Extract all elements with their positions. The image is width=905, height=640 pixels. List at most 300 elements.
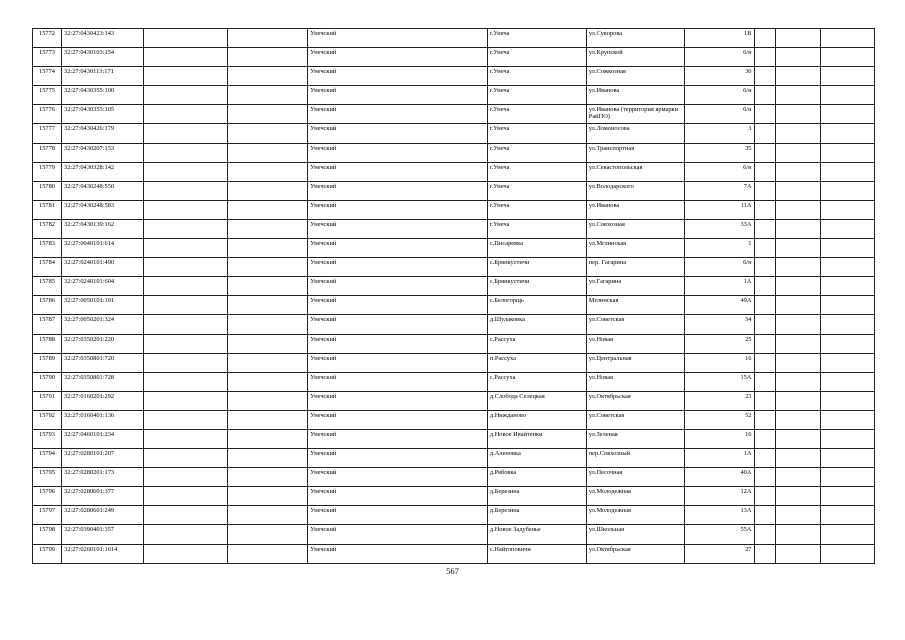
- empty-cell: [143, 296, 227, 315]
- empty-cell: [821, 181, 875, 200]
- settlement-cell: г.Унеча: [487, 143, 586, 162]
- house-number-cell: 11А: [684, 200, 754, 219]
- empty-cell: [227, 67, 308, 86]
- cadastral-number: 32:27:0160201:292: [62, 391, 144, 410]
- settlement-cell: д.Березина: [487, 506, 586, 525]
- street-cell: пер.Совхозный: [586, 449, 684, 468]
- empty-cell: [227, 296, 308, 315]
- table-row: [33, 29, 875, 48]
- empty-cell: [754, 48, 776, 67]
- table-row: [33, 105, 875, 124]
- empty-cell: [143, 277, 227, 296]
- empty-cell: [227, 277, 308, 296]
- street-cell: ул.Мглинская: [586, 239, 684, 258]
- house-number-cell: 40А: [684, 468, 754, 487]
- empty-cell: [754, 315, 776, 334]
- empty-cell: [754, 239, 776, 258]
- empty-cell: [754, 410, 776, 429]
- empty-cell: [143, 105, 227, 124]
- empty-cell: [776, 105, 821, 124]
- row-number: 15777: [33, 124, 62, 143]
- table-row: [33, 239, 875, 258]
- settlement-cell: д.Березина: [487, 487, 586, 506]
- empty-cell: [821, 277, 875, 296]
- house-number-cell: 35: [684, 143, 754, 162]
- empty-cell: [776, 410, 821, 429]
- empty-cell: [143, 334, 227, 353]
- house-number-cell: 55А: [684, 525, 754, 544]
- table-row: [33, 162, 875, 181]
- empty-cell: [821, 239, 875, 258]
- house-number-cell: 1А: [684, 277, 754, 296]
- row-number: 15776: [33, 105, 62, 124]
- row-number: 15785: [33, 277, 62, 296]
- row-number: 15798: [33, 525, 62, 544]
- row-number: 15793: [33, 429, 62, 448]
- row-number: 15787: [33, 315, 62, 334]
- empty-cell: [821, 525, 875, 544]
- table-row: [33, 86, 875, 105]
- table-row: [33, 143, 875, 162]
- district-cell: Унечский: [308, 525, 488, 544]
- street-cell: ул.Зеленая: [586, 429, 684, 448]
- district-cell: Унечский: [308, 48, 488, 67]
- settlement-cell: г.Унеча: [487, 181, 586, 200]
- empty-cell: [754, 296, 776, 315]
- empty-cell: [754, 105, 776, 124]
- empty-cell: [754, 525, 776, 544]
- house-number-cell: 16: [684, 429, 754, 448]
- empty-cell: [754, 506, 776, 525]
- street-cell: ул.Совхозная: [586, 219, 684, 238]
- house-number-cell: 1: [684, 239, 754, 258]
- house-number-cell: 25: [684, 334, 754, 353]
- empty-cell: [754, 277, 776, 296]
- empty-cell: [227, 48, 308, 67]
- empty-cell: [143, 143, 227, 162]
- empty-cell: [776, 506, 821, 525]
- street-cell: ул.Новая: [586, 372, 684, 391]
- district-cell: Унечский: [308, 544, 488, 563]
- empty-cell: [821, 372, 875, 391]
- district-cell: Унечский: [308, 105, 488, 124]
- district-cell: Унечский: [308, 143, 488, 162]
- district-cell: Унечский: [308, 315, 488, 334]
- empty-cell: [227, 372, 308, 391]
- empty-cell: [227, 429, 308, 448]
- settlement-cell: г.Унеча: [487, 219, 586, 238]
- empty-cell: [227, 143, 308, 162]
- cadastral-number: 32:27:0430353:105: [62, 105, 144, 124]
- district-cell: Унечский: [308, 277, 488, 296]
- empty-cell: [754, 200, 776, 219]
- street-cell: ул.Крупской: [586, 48, 684, 67]
- empty-cell: [143, 449, 227, 468]
- settlement-cell: г.Унеча: [487, 86, 586, 105]
- cadastral-number: 32:27:0280201:173: [62, 468, 144, 487]
- empty-cell: [227, 105, 308, 124]
- district-cell: Унечский: [308, 506, 488, 525]
- empty-cell: [821, 67, 875, 86]
- settlement-cell: г.Унеча: [487, 162, 586, 181]
- empty-cell: [776, 86, 821, 105]
- table-row: [33, 67, 875, 86]
- empty-cell: [143, 468, 227, 487]
- empty-cell: [776, 296, 821, 315]
- empty-cell: [227, 29, 308, 48]
- empty-cell: [754, 219, 776, 238]
- cadastral-number: 32:27:0350201:220: [62, 334, 144, 353]
- row-number: 15789: [33, 353, 62, 372]
- empty-cell: [227, 315, 308, 334]
- empty-cell: [143, 239, 227, 258]
- row-number: 15780: [33, 181, 62, 200]
- empty-cell: [821, 258, 875, 277]
- empty-cell: [754, 29, 776, 48]
- settlement-cell: г.Унеча: [487, 48, 586, 67]
- row-number: 15773: [33, 48, 62, 67]
- empty-cell: [776, 143, 821, 162]
- empty-cell: [821, 143, 875, 162]
- street-cell: ул.Школьная: [586, 525, 684, 544]
- cadastral-number: 32:27:0430139:162: [62, 219, 144, 238]
- empty-cell: [754, 67, 776, 86]
- settlement-cell: г.Унеча: [487, 67, 586, 86]
- empty-cell: [754, 391, 776, 410]
- street-cell: ул.Песочная: [586, 468, 684, 487]
- district-cell: Унечский: [308, 258, 488, 277]
- table-row: [33, 544, 875, 563]
- cadastral-number: 32:27:0280601:249: [62, 506, 144, 525]
- cadastral-number: 32:27:0390401:357: [62, 525, 144, 544]
- cadastral-number: 32:27:0430207:153: [62, 143, 144, 162]
- house-number-cell: 7А: [684, 181, 754, 200]
- street-cell: ул.Новая: [586, 334, 684, 353]
- district-cell: Унечский: [308, 29, 488, 48]
- empty-cell: [776, 219, 821, 238]
- cadastral-number: 32:27:0050201:324: [62, 315, 144, 334]
- empty-cell: [143, 372, 227, 391]
- empty-cell: [143, 506, 227, 525]
- street-cell: ул.Иванова: [586, 86, 684, 105]
- house-number-cell: 6/н: [684, 105, 754, 124]
- cadastral-number: 32:27:0350801:728: [62, 372, 144, 391]
- empty-cell: [776, 353, 821, 372]
- table-row: [33, 525, 875, 544]
- empty-cell: [821, 29, 875, 48]
- house-number-cell: 1В: [684, 29, 754, 48]
- settlement-cell: с.Найтоповичи: [487, 544, 586, 563]
- empty-cell: [754, 487, 776, 506]
- empty-cell: [776, 277, 821, 296]
- cadastral-number: 32:27:0050101:191: [62, 296, 144, 315]
- table-body: [33, 29, 875, 564]
- house-number-cell: 6/н: [684, 258, 754, 277]
- empty-cell: [821, 487, 875, 506]
- table-row: [33, 391, 875, 410]
- settlement-cell: д.Новое Задубенье: [487, 525, 586, 544]
- empty-cell: [227, 86, 308, 105]
- row-number: 15791: [33, 391, 62, 410]
- cadastral-number: 32:27:0160401:136: [62, 410, 144, 429]
- settlement-cell: п.Рассуха: [487, 353, 586, 372]
- empty-cell: [754, 353, 776, 372]
- cadastral-number: 32:27:0430113:171: [62, 67, 144, 86]
- district-cell: Унечский: [308, 353, 488, 372]
- empty-cell: [227, 334, 308, 353]
- empty-cell: [143, 391, 227, 410]
- settlement-cell: с.Писаревка: [487, 239, 586, 258]
- cadastral-number: 32:27:0260101:1014: [62, 544, 144, 563]
- settlement-cell: д.Слобода Селецкая: [487, 391, 586, 410]
- cadastral-number: 32:27:0280601:377: [62, 487, 144, 506]
- page-number: 567: [446, 566, 459, 576]
- table-row: [33, 258, 875, 277]
- district-cell: Унечский: [308, 468, 488, 487]
- settlement-cell: д.Аленовка: [487, 449, 586, 468]
- cadastral-number: 32:27:0040101:614: [62, 239, 144, 258]
- row-number: 15790: [33, 372, 62, 391]
- settlement-cell: г.Унеча: [487, 124, 586, 143]
- settlement-cell: д.Нижданово: [487, 410, 586, 429]
- table-row: [33, 48, 875, 67]
- empty-cell: [754, 143, 776, 162]
- table-row: [33, 315, 875, 334]
- empty-cell: [143, 48, 227, 67]
- empty-cell: [754, 124, 776, 143]
- cadastral-number: 32:27:0430426:179: [62, 124, 144, 143]
- empty-cell: [821, 353, 875, 372]
- empty-cell: [821, 449, 875, 468]
- street-cell: ул.Суворова: [586, 29, 684, 48]
- settlement-cell: г.Унеча: [487, 105, 586, 124]
- empty-cell: [821, 200, 875, 219]
- street-cell: пер. Гагарина: [586, 258, 684, 277]
- empty-cell: [754, 468, 776, 487]
- cadastral-number: 32:27:0430355:100: [62, 86, 144, 105]
- street-cell: ул.Молодежная: [586, 506, 684, 525]
- empty-cell: [227, 353, 308, 372]
- empty-cell: [754, 449, 776, 468]
- cadastral-number: 32:27:0240101:604: [62, 277, 144, 296]
- empty-cell: [821, 296, 875, 315]
- house-number-cell: 23: [684, 391, 754, 410]
- empty-cell: [754, 544, 776, 563]
- row-number: 15775: [33, 86, 62, 105]
- empty-cell: [821, 219, 875, 238]
- settlement-cell: с.Белогорщь: [487, 296, 586, 315]
- empty-cell: [754, 181, 776, 200]
- table-row: [33, 506, 875, 525]
- house-number-cell: 30: [684, 67, 754, 86]
- settlement-cell: г.Унеча: [487, 200, 586, 219]
- row-number: 15781: [33, 200, 62, 219]
- empty-cell: [776, 544, 821, 563]
- settlement-cell: д.Новое Ивайтенки: [487, 429, 586, 448]
- empty-cell: [227, 258, 308, 277]
- empty-cell: [776, 258, 821, 277]
- house-number-cell: 12А: [684, 487, 754, 506]
- street-cell: ул.Иванова (территория ярмарки РайПО): [586, 105, 684, 124]
- empty-cell: [776, 124, 821, 143]
- empty-cell: [227, 181, 308, 200]
- empty-cell: [143, 353, 227, 372]
- row-number: 15772: [33, 29, 62, 48]
- street-cell: ул.Володарского: [586, 181, 684, 200]
- district-cell: Унечский: [308, 449, 488, 468]
- table-row: [33, 124, 875, 143]
- empty-cell: [227, 544, 308, 563]
- empty-cell: [754, 372, 776, 391]
- house-number-cell: 1А: [684, 449, 754, 468]
- district-cell: Унечский: [308, 239, 488, 258]
- street-cell: ул.Иванова: [586, 200, 684, 219]
- empty-cell: [776, 162, 821, 181]
- empty-cell: [227, 410, 308, 429]
- house-number-cell: 27: [684, 544, 754, 563]
- empty-cell: [227, 468, 308, 487]
- empty-cell: [776, 200, 821, 219]
- cadastral-number: 32:27:0240101:490: [62, 258, 144, 277]
- street-cell: ул.Советская: [586, 410, 684, 429]
- empty-cell: [821, 105, 875, 124]
- house-number-cell: 15А: [684, 372, 754, 391]
- empty-cell: [227, 200, 308, 219]
- street-cell: ул.Ломоносова: [586, 124, 684, 143]
- empty-cell: [821, 429, 875, 448]
- empty-cell: [821, 391, 875, 410]
- house-number-cell: 3: [684, 124, 754, 143]
- row-number: 15788: [33, 334, 62, 353]
- empty-cell: [143, 315, 227, 334]
- empty-cell: [776, 391, 821, 410]
- district-cell: Унечский: [308, 487, 488, 506]
- empty-cell: [143, 258, 227, 277]
- district-cell: Унечский: [308, 429, 488, 448]
- cadastral-number: 32:27:0430103:154: [62, 48, 144, 67]
- house-number-cell: 6/н: [684, 86, 754, 105]
- cadastral-number: 32:27:0460101:234: [62, 429, 144, 448]
- house-number-cell: 33А: [684, 219, 754, 238]
- table-row: [33, 372, 875, 391]
- empty-cell: [143, 67, 227, 86]
- empty-cell: [776, 29, 821, 48]
- row-number: 15779: [33, 162, 62, 181]
- district-cell: Унечский: [308, 86, 488, 105]
- settlement-cell: с.Брянкустичи: [487, 277, 586, 296]
- empty-cell: [776, 468, 821, 487]
- empty-cell: [821, 544, 875, 563]
- district-cell: Унечский: [308, 296, 488, 315]
- empty-cell: [821, 315, 875, 334]
- house-number-cell: 16: [684, 353, 754, 372]
- empty-cell: [227, 162, 308, 181]
- row-number: 15778: [33, 143, 62, 162]
- empty-cell: [143, 219, 227, 238]
- table-row: [33, 429, 875, 448]
- street-cell: ул.Сожкозная: [586, 67, 684, 86]
- empty-cell: [776, 48, 821, 67]
- empty-cell: [227, 487, 308, 506]
- settlement-cell: г.Унеча: [487, 29, 586, 48]
- empty-cell: [227, 391, 308, 410]
- empty-cell: [143, 124, 227, 143]
- house-number-cell: 49А: [684, 296, 754, 315]
- table-row: [33, 449, 875, 468]
- cadastral-number: 32:27:0350801:720: [62, 353, 144, 372]
- table-row: [33, 200, 875, 219]
- empty-cell: [821, 506, 875, 525]
- empty-cell: [821, 124, 875, 143]
- house-number-cell: 6/н: [684, 48, 754, 67]
- empty-cell: [143, 181, 227, 200]
- street-cell: ул.Октябрьская: [586, 391, 684, 410]
- row-number: 15795: [33, 468, 62, 487]
- empty-cell: [143, 162, 227, 181]
- empty-cell: [754, 258, 776, 277]
- district-cell: Унечский: [308, 372, 488, 391]
- district-cell: Унечский: [308, 334, 488, 353]
- empty-cell: [821, 334, 875, 353]
- table-row: [33, 277, 875, 296]
- row-number: 15797: [33, 506, 62, 525]
- registry-table: [32, 28, 875, 564]
- street-cell: ул.Молодежная: [586, 487, 684, 506]
- settlement-cell: д.Шулаковка: [487, 315, 586, 334]
- empty-cell: [143, 487, 227, 506]
- district-cell: Унечский: [308, 124, 488, 143]
- table-row: [33, 468, 875, 487]
- district-cell: Унечский: [308, 67, 488, 86]
- empty-cell: [754, 86, 776, 105]
- empty-cell: [776, 181, 821, 200]
- empty-cell: [776, 372, 821, 391]
- empty-cell: [227, 219, 308, 238]
- empty-cell: [143, 525, 227, 544]
- empty-cell: [227, 239, 308, 258]
- empty-cell: [143, 544, 227, 563]
- row-number: 15784: [33, 258, 62, 277]
- district-cell: Унечский: [308, 162, 488, 181]
- street-cell: ул.Севастопольская: [586, 162, 684, 181]
- row-number: 15799: [33, 544, 62, 563]
- empty-cell: [754, 429, 776, 448]
- cadastral-number: 32:27:0430328:142: [62, 162, 144, 181]
- table-row: [33, 410, 875, 429]
- empty-cell: [776, 449, 821, 468]
- house-number-cell: 34: [684, 315, 754, 334]
- row-number: 15782: [33, 219, 62, 238]
- empty-cell: [776, 429, 821, 448]
- row-number: 15796: [33, 487, 62, 506]
- empty-cell: [821, 410, 875, 429]
- settlement-cell: с.Рассуха: [487, 372, 586, 391]
- empty-cell: [821, 86, 875, 105]
- empty-cell: [227, 449, 308, 468]
- empty-cell: [754, 162, 776, 181]
- table-row: [33, 487, 875, 506]
- empty-cell: [776, 315, 821, 334]
- district-cell: Унечский: [308, 391, 488, 410]
- empty-cell: [143, 410, 227, 429]
- row-number: 15774: [33, 67, 62, 86]
- settlement-cell: с.Рассуха: [487, 334, 586, 353]
- cadastral-number: 32:27:0430248:550: [62, 181, 144, 200]
- house-number-cell: 52: [684, 410, 754, 429]
- street-cell: ул.Центральная: [586, 353, 684, 372]
- table-row: [33, 296, 875, 315]
- empty-cell: [227, 525, 308, 544]
